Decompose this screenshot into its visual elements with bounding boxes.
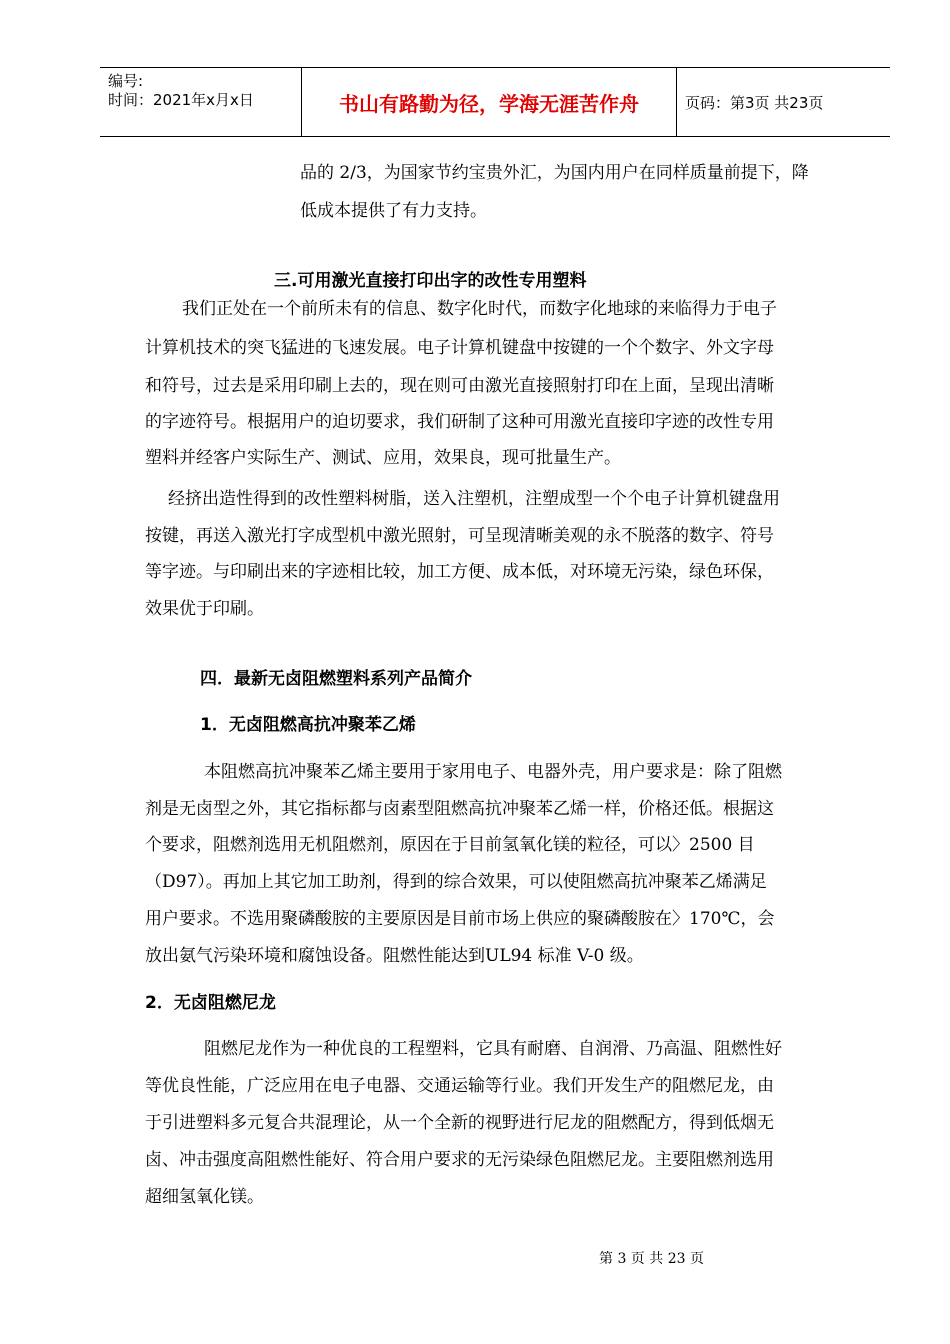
paragraph-line: 剂是无卤型之外，其它指标都与卤素型阻燃高抗冲聚苯乙烯一样，价格还低。根据这 — [145, 799, 774, 819]
paragraph-line: 个要求，阻燃剂选用无机阻燃剂，原因在于目前氢氧化镁的粒径，可以〉2500 目 — [145, 835, 755, 855]
continued-text-line: 低成本提供了有力支持。 — [300, 201, 487, 221]
header-meta — [100, 68, 300, 136]
header-page-info: 页码：第3页 共23页 — [685, 93, 824, 112]
subsection-2-title: 2．无卤阻燃尼龙 — [145, 993, 276, 1013]
paragraph-line: 的字迹符号。根据用户的迫切要求，我们研制了这种可用激光直接印字迹的改性专用 — [145, 412, 774, 432]
paragraph-line: 计算机技术的突飞猛进的飞速发展。电子计算机键盘中按键的一个个数字、外文字母 — [145, 338, 774, 358]
paragraph-line: 超细氢氧化镁。 — [145, 1187, 264, 1207]
header-motto: 书山有路勤为径，学海无涯苦作舟 — [301, 68, 677, 136]
paragraph-line: 用户要求。不选用聚磷酸胺的主要原因是目前市场上供应的聚磷酸胺在〉170℃，会 — [145, 909, 775, 929]
paragraph-line: 塑料并经客户实际生产、测试、应用，效果良，现可批量生产。 — [145, 448, 621, 468]
paragraph-line: 放出氨气污染环境和腐蚀设备。阻燃性能达到UL94 标准 V-0 级。 — [145, 946, 644, 966]
page-footer: 第 3 页 共 23 页 — [599, 1251, 704, 1267]
paragraph-line: 本阻燃高抗冲聚苯乙烯主要用于家用电子、电器外壳，用户要求是：除了阻燃 — [204, 762, 782, 782]
header-number-label: 编号: — [108, 72, 144, 90]
continued-text-line: 品的 2/3，为国家节约宝贵外汇，为国内用户在同样质量前提下，降 — [300, 163, 809, 183]
header-time-label: 时间：2021年x月x日 — [108, 91, 254, 109]
paragraph-line: 和符号，过去是采用印刷上去的，现在则可由激光直接照射打印在上面，呈现出清晰 — [145, 376, 774, 396]
paragraph-line: 按键，再送入激光打字成型机中激光照射，可呈现清晰美观的永不脱落的数字、符号 — [145, 526, 774, 546]
page-header — [100, 67, 890, 137]
section-4-title: 四．最新无卤阻燃塑料系列产品简介 — [200, 669, 472, 689]
subsection-1-title: 1．无卤阻燃高抗冲聚苯乙烯 — [200, 715, 416, 735]
section-3-title: 三.可用激光直接打印出字的改性专用塑料 — [274, 271, 587, 291]
paragraph-line: 卤、冲击强度高阻燃性能好、符合用户要求的无污染绿色阻燃尼龙。主要阻燃剂选用 — [145, 1150, 774, 1170]
paragraph-line: 效果优于印刷。 — [145, 599, 264, 619]
paragraph-line: 阻燃尼龙作为一种优良的工程塑料，它具有耐磨、自润滑、乃高温、阻燃性好 — [204, 1039, 782, 1059]
paragraph-line: 我们正处在一个前所未有的信息、数字化时代，而数字化地球的来临得力于电子 — [182, 299, 777, 319]
paragraph-line: （D97）。再加上其它加工助剂，得到的综合效果，可以使阻燃高抗冲聚苯乙烯满足 — [145, 872, 767, 892]
paragraph-line: 等字迹。与印刷出来的字迹相比较，加工方便、成本低，对环境无污染，绿色环保， — [145, 562, 774, 582]
paragraph-line: 等优良性能，广泛应用在电子电器、交通运输等行业。我们开发生产的阻燃尼龙，由 — [145, 1076, 774, 1096]
paragraph-line: 于引进塑料多元复合共混理论，从一个全新的视野进行尼龙的阻燃配方，得到低烟无 — [145, 1113, 774, 1133]
paragraph-line: 经挤出造性得到的改性塑料树脂，送入注塑机，注塑成型一个个电子计算机键盘用 — [168, 489, 780, 509]
